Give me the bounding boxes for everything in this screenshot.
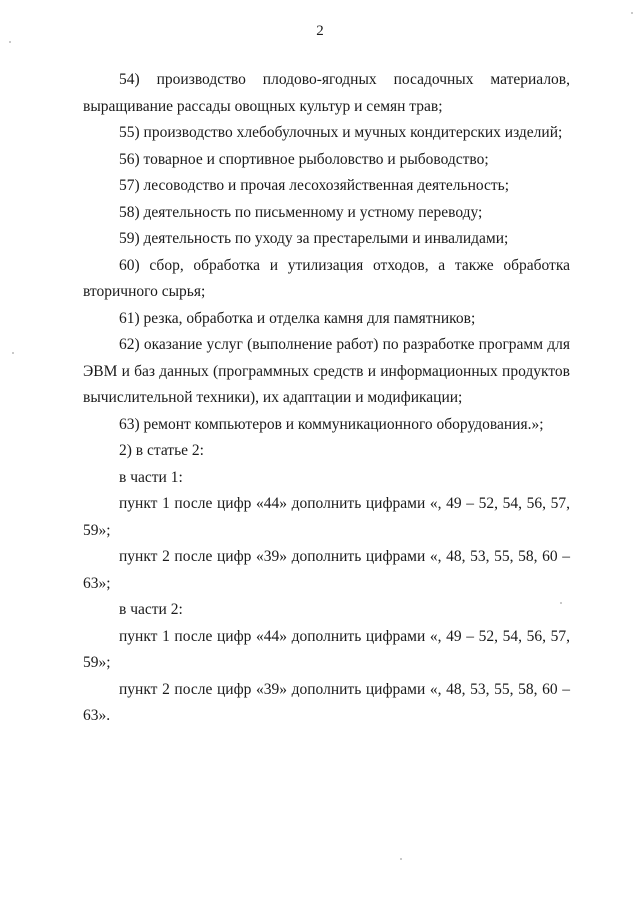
paragraph-item-55: 55) производство хлебобулочных и мучных кондитерских изделий; [119, 124, 563, 141]
paragraph-part-2: в части 2: [119, 601, 183, 618]
paragraph-item-59: 59) деятельность по уходу за престарелыми и инвалидами; [119, 230, 509, 247]
scan-speck [631, 12, 633, 14]
paragraph-item-60: 60) сбор, обработка и утилизация отходов, а также обработка вторичного сырья; [83, 256, 570, 300]
scan-speck [9, 41, 11, 43]
paragraph-part-1-clause-1: пункт 1 после цифр «44» дополнить цифрами «, 49 – 52, 54, 56, 57, 59»; [83, 495, 570, 539]
paragraph-part-1-clause-2: пункт 2 после цифр «39» дополнить цифрами «, 48, 53, 55, 58, 60 – 63»; [83, 548, 570, 592]
paragraph-item-56: 56) товарное и спортивное рыболовство и рыбоводство; [119, 150, 489, 168]
scan-speck [400, 858, 402, 860]
paragraph-part-2-clause-1: пункт 1 после цифр «44» дополнить цифрами «, 49 – 52, 54, 56, 57, 59»; [83, 627, 570, 671]
page-number: 2 [316, 23, 324, 39]
paragraph-part-2-clause-2: пункт 2 после цифр «39» дополнить цифрами «, 48, 53, 55, 58, 60 – 63». [83, 680, 570, 724]
scan-speck [560, 602, 562, 604]
document-body [83, 67, 570, 730]
paragraph-article-2: 2) в статье 2: [119, 442, 204, 459]
paragraph-item-54: 54) производство плодово-ягодных посадочных материалов, выращивание рассады овощных культур и семян трав; [83, 71, 570, 115]
paragraph-item-63: 63) ремонт компьютеров и коммуникационного оборудования.»; [119, 415, 544, 433]
scan-speck [12, 352, 14, 354]
paragraph-part-1: в части 1: [119, 468, 183, 486]
paragraph-item-58: 58) деятельность по письменному и устному переводу; [119, 203, 483, 221]
paragraph-item-57: 57) лесоводство и прочая лесохозяйственная деятельность; [119, 177, 510, 194]
paragraph-item-62: 62) оказание услуг (выполнение работ) по разработке программ для ЭВМ и баз данных (программных средств и информационных продуктов вычислительной техники), их адаптации и модификации; [83, 336, 570, 406]
paragraph-item-61: 61) резка, обработка и отделка камня для памятников; [119, 309, 476, 327]
